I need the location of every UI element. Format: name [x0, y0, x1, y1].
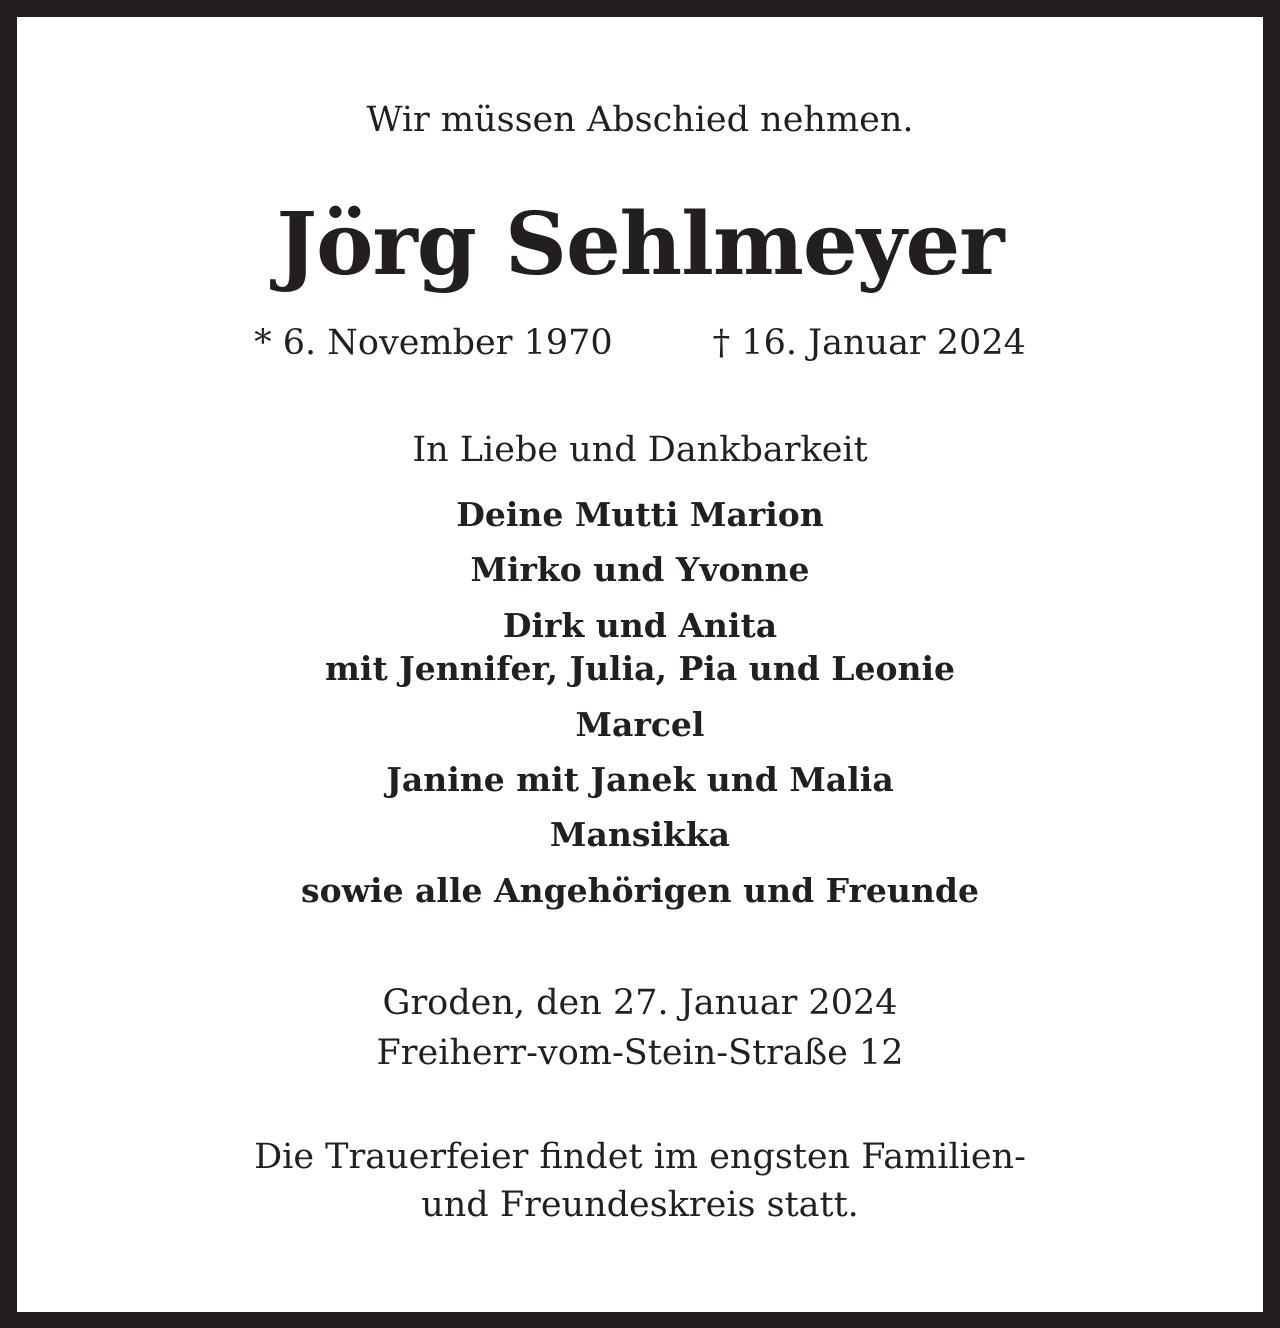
address: Freiherr-vom-Stein-Straße 12	[376, 1033, 904, 1073]
deceased-name: Jörg Sehlmeyer	[276, 194, 1004, 295]
mourner-line: Mansikka	[549, 815, 731, 854]
mourner-line: Janine mit Janek und Malia	[386, 760, 894, 799]
mourner-line: Mirko und Yvonne	[470, 550, 810, 589]
mourner-line: mit Jennifer, Julia, Pia und Leonie	[324, 649, 955, 688]
funeral-notice-line: Die Trauerfeier findet im engsten Familien-	[254, 1137, 1026, 1177]
mourner-line: Deine Mutti Marion	[456, 495, 824, 534]
dedication: In Liebe und Dankbarkeit	[412, 430, 868, 470]
place-date: Groden, den 27. Januar 2024	[382, 983, 898, 1023]
funeral-notice-line: und Freundeskreis statt.	[421, 1185, 859, 1225]
mourner-line: sowie alle Angehörigen und Freunde	[301, 871, 979, 910]
mourner-line: Dirk und Anita	[502, 606, 778, 645]
birth-date: * 6. November 1970	[254, 323, 613, 363]
death-date: † 16. Januar 2024	[712, 323, 1026, 363]
intro-line: Wir müssen Abschied nehmen.	[366, 100, 914, 140]
mourner-line: Marcel	[575, 705, 705, 744]
life-dates	[0, 318, 1280, 368]
